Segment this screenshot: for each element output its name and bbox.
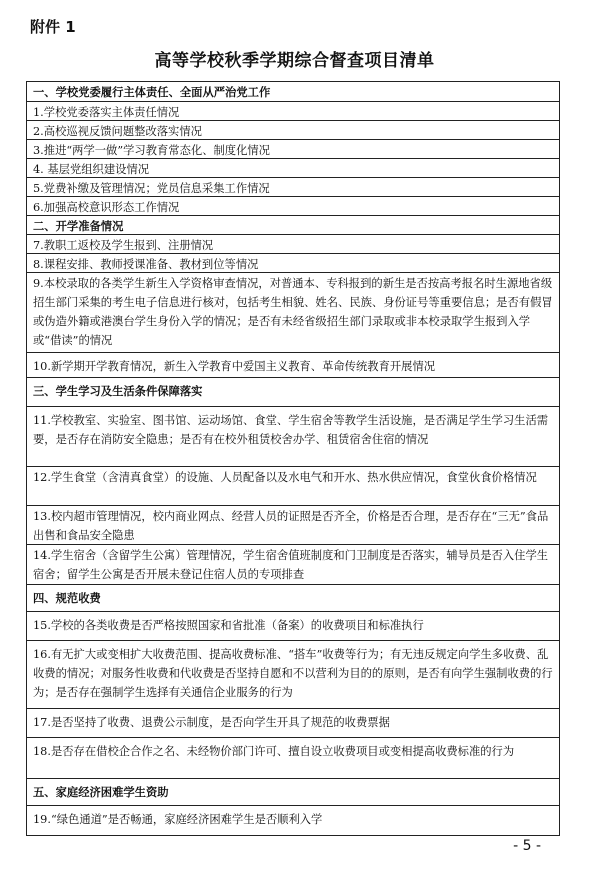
- table-row: 17.是否坚持了收费、退费公示制度，是否向学生开具了规范的收费票据: [27, 709, 559, 738]
- table-row: 3.推进“两学一做”学习教育常态化、制度化情况: [27, 140, 559, 159]
- table-row: 8.课程安排、教师授课准备、教材到位等情况: [27, 254, 559, 273]
- table-row: 16.有无扩大或变相扩大收费范围、提高收费标准、“搭车”收费等行为；有无违反规定向学生多收费、乱收费的情况；对服务性收费和代收费是否坚持自愿和不以营利为目的的原则，是否有向学生强制收费的行为；是否存在强制学生选择有关通信企业服务的行为: [27, 641, 559, 709]
- table-row: 6.加强高校意识形态工作情况: [27, 197, 559, 216]
- checklist-table: [26, 81, 560, 836]
- section-heading-5: 五、家庭经济困难学生资助: [27, 779, 559, 806]
- section-heading-2: 二、开学准备情况: [27, 216, 559, 235]
- table-row: 2.高校巡视反馈问题整改落实情况: [27, 121, 559, 140]
- table-row: 9.本校录取的各类学生新生入学资格审查情况，对普通本、专科报到的新生是否按高考报名时生源地省级招生部门采集的考生电子信息进行核对，包括考生相貌、姓名、民族、身份证号等重要信息；是否有假冒或伪造外籍或港澳台学生身份入学的情况；是否有未经省级招生部门录取或非本校录取学生报到入学或“借读”的情况: [27, 273, 559, 353]
- section-heading-3: 三、学生学习及生活条件保障落实: [27, 378, 559, 407]
- table-row: 5.党费补缴及管理情况；党员信息采集工作情况: [27, 178, 559, 197]
- table-row: 10.新学期开学教育情况，新生入学教育中爱国主义教育、革命传统教育开展情况: [27, 353, 559, 378]
- table-row: 1.学校党委落实主体责任情况: [27, 102, 559, 121]
- section-heading-4: 四、规范收费: [27, 585, 559, 612]
- attachment-label: 附件 1: [30, 18, 76, 36]
- table-row: 7.教职工返校及学生报到、注册情况: [27, 235, 559, 254]
- table-row: 14.学生宿舍（含留学生公寓）管理情况，学生宿舍值班制度和门卫制度是否落实，辅导员是否入住学生宿舍；留学生公寓是否开展未登记住宿人员的专项排查: [27, 545, 559, 585]
- section-heading-1: 一、学校党委履行主体责任、全面从严治党工作: [27, 82, 559, 102]
- table-row: 12.学生食堂（含清真食堂）的设施、人员配备以及水电气和开水、热水供应情况，食堂伙食价格情况: [27, 467, 559, 506]
- table-row: 15.学校的各类收费是否严格按照国家和省批准（备案）的收费项目和标准执行: [27, 612, 559, 641]
- table-row: 11.学校教室、实验室、图书馆、运动场馆、食堂、学生宿舍等教学生活设施，是否满足学生学习生活需要，是否存在消防安全隐患；是否有在校外租赁校舍办学、租赁宿舍住宿的情况: [27, 407, 559, 467]
- page-number: - 5 -: [513, 838, 541, 854]
- table-row: 19.“绿色通道”是否畅通，家庭经济困难学生是否顺利入学: [33, 813, 323, 826]
- table-row: 13.校内超市管理情况，校内商业网点、经营人员的证照是否齐全，价格是否合理，是否存在“三无”食品出售和食品安全隐患: [27, 506, 559, 545]
- page-title: 高等学校秋季学期综合督查项目清单: [154, 51, 435, 71]
- table-row: 18.是否存在借校企合作之名、未经物价部门许可、擅自设立收费项目或变相提高收费标准的行为: [27, 738, 559, 779]
- table-row: 4. 基层党组织建设情况: [27, 159, 559, 178]
